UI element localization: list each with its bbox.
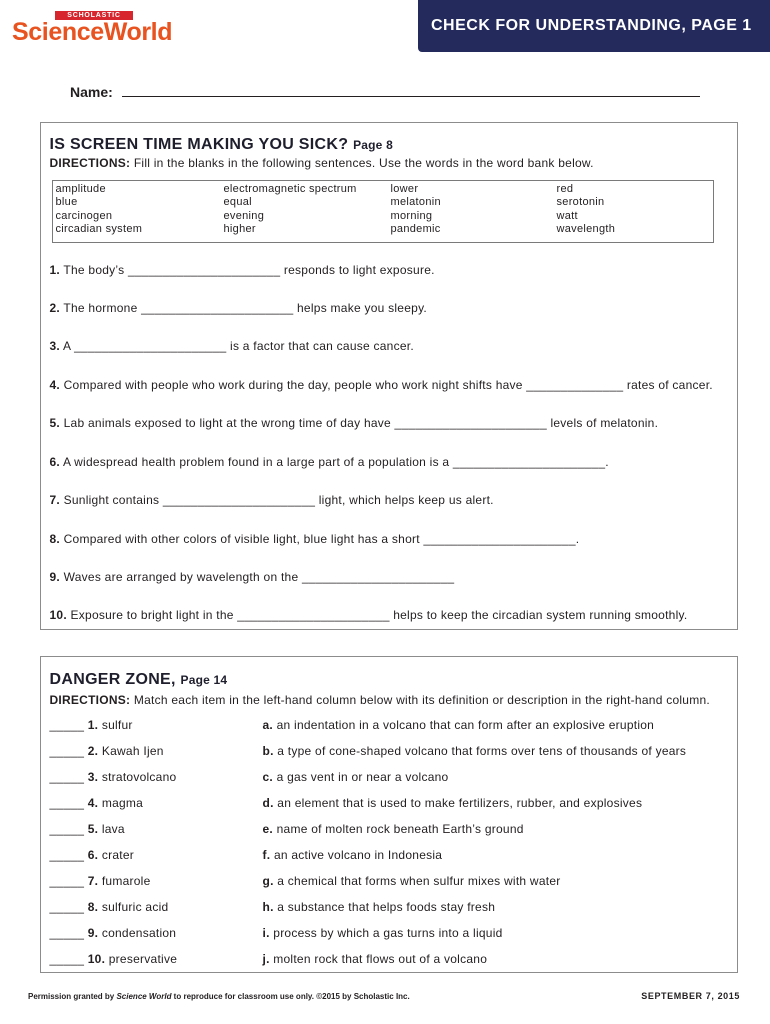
directions-text: Fill in the blanks in the following sentences. Use the words in the word bank below. — [133, 156, 594, 170]
question-number: 6. — [49, 454, 61, 469]
matching-term — [50, 873, 263, 889]
matching-row — [50, 873, 687, 889]
definition-letter: d. — [262, 795, 274, 810]
question-number: 9. — [49, 570, 61, 584]
term-text: fumarole — [101, 874, 151, 889]
matching-row — [50, 847, 687, 863]
matching-term — [50, 951, 263, 967]
term-number: 1. — [87, 717, 99, 732]
term-number: 9. — [87, 926, 99, 941]
section-title-text: IS SCREEN TIME MAKING YOU SICK? — [49, 136, 349, 153]
term-text: crater — [101, 847, 135, 862]
question-text: The body’s ______________________ responds to light exposure. — [63, 262, 435, 277]
matching-list — [50, 717, 687, 968]
matching-row — [50, 769, 687, 785]
page-banner: CHECK FOR UNDERSTANDING, PAGE 1 — [418, 0, 770, 52]
name-line — [122, 96, 700, 97]
term-number: 2. — [87, 743, 99, 758]
question — [50, 338, 713, 354]
word-bank-term: evening — [223, 209, 265, 222]
term-number: 7. — [87, 874, 99, 889]
matching-definition — [263, 873, 561, 889]
term-number: 4. — [87, 795, 99, 810]
question-number: 4. — [49, 377, 61, 392]
question — [50, 377, 713, 393]
definition-text: a type of cone-shaped volcano that forms over tens of thousands of years — [277, 743, 687, 758]
section-title — [50, 135, 393, 155]
word-bank-term: amplitude — [55, 182, 106, 195]
page-reference: Page 14 — [180, 672, 228, 687]
question-text: Waves are arranged by wavelength on the ______________________ — [63, 570, 455, 584]
word-bank-term: watt — [556, 209, 578, 222]
answer-blank: _____ — [49, 847, 85, 862]
term-text: sulfur — [101, 717, 133, 732]
question-number: 8. — [49, 531, 61, 546]
definition-text: molten rock that flows out of a volcano — [273, 952, 488, 967]
word-bank-term: blue — [55, 196, 78, 209]
matching-definition — [263, 847, 443, 863]
word-bank-term: higher — [223, 223, 256, 236]
answer-blank: _____ — [49, 821, 85, 836]
word-bank-term: serotonin — [556, 196, 605, 209]
permission-notice — [28, 991, 410, 1003]
definition-text: a chemical that forms when sulfur mixes with water — [277, 874, 561, 889]
definition-letter: h. — [262, 900, 274, 915]
definition-letter: j. — [262, 952, 270, 967]
term-text: sulfuric acid — [101, 900, 169, 915]
term-number: 3. — [87, 769, 99, 784]
matching-term — [50, 847, 263, 863]
question-number: 1. — [49, 262, 61, 277]
question-text: Sunlight contains ______________________ light, which helps keep us alert. — [63, 493, 494, 508]
scholastic-logo-badge: SCHOLASTIC — [55, 11, 133, 20]
definition-letter: b. — [262, 743, 274, 758]
permission-prefix: Permission granted by — [28, 992, 117, 1001]
word-bank-term: morning — [390, 209, 433, 222]
word-bank-column — [56, 183, 224, 242]
matching-term — [50, 769, 263, 785]
matching-term — [50, 899, 263, 915]
matching-definition — [263, 769, 449, 785]
section-danger-zone — [40, 656, 738, 973]
definition-text: an indentation in a volcano that can form after an explosive eruption — [276, 717, 655, 732]
answer-blank: _____ — [49, 874, 85, 889]
matching-term — [50, 821, 263, 837]
matching-row — [50, 899, 687, 915]
matching-definition — [263, 795, 643, 811]
word-bank — [52, 180, 714, 243]
directions-label: DIRECTIONS: — [49, 692, 131, 707]
question-text: Lab animals exposed to light at the wrong time of day have ______________________ levels of melatonin. — [63, 416, 659, 431]
question-text: The hormone ______________________ helps make you sleepy. — [63, 300, 428, 315]
definition-text: name of molten rock beneath Earth’s ground — [276, 821, 524, 836]
term-text: stratovolcano — [101, 769, 177, 784]
matching-term — [50, 795, 263, 811]
matching-definition — [263, 717, 655, 733]
question-number: 2. — [49, 300, 61, 315]
matching-definition — [263, 925, 503, 941]
term-text: Kawah Ijen — [101, 743, 164, 758]
definition-letter: g. — [262, 874, 274, 889]
term-number: 5. — [87, 821, 99, 836]
definition-text: process by which a gas turns into a liquid — [273, 926, 503, 941]
term-text: magma — [101, 795, 144, 810]
question-text: Exposure to bright light in the ______________________ helps to keep the circadian system running smoothly. — [70, 608, 688, 623]
question-text: A widespread health problem found in a large part of a population is a ______________________. — [62, 454, 609, 469]
question-number: 5. — [49, 416, 61, 431]
question — [50, 531, 713, 547]
word-bank-column — [391, 183, 557, 242]
matching-row — [50, 795, 687, 811]
question — [50, 454, 713, 470]
word-bank-term: electromagnetic spectrum — [223, 182, 357, 195]
definition-text: an active volcano in Indonesia — [273, 847, 443, 862]
term-text: preservative — [108, 952, 178, 967]
matching-row — [50, 743, 687, 759]
matching-definition — [263, 951, 488, 967]
matching-definition — [263, 821, 524, 837]
directions — [50, 156, 594, 170]
name-label: Name: — [70, 84, 113, 100]
definition-text: a substance that helps foods stay fresh — [277, 900, 496, 915]
question — [50, 415, 713, 431]
term-number: 6. — [87, 847, 99, 862]
matching-term — [50, 743, 263, 759]
permission-suffix: to reproduce for classroom use only. ©2015 by Scholastic Inc. — [171, 992, 410, 1001]
word-bank-term: carcinogen — [55, 209, 113, 222]
question-number: 3. — [49, 339, 61, 354]
answer-blank: _____ — [49, 795, 85, 810]
directions-label: DIRECTIONS: — [49, 156, 131, 170]
question-number: 7. — [49, 493, 61, 508]
word-bank-term: wavelength — [556, 223, 616, 236]
definition-letter: c. — [262, 769, 274, 784]
definition-letter: i. — [262, 926, 270, 941]
question-text: A ______________________ is a factor that can cause cancer. — [62, 339, 414, 354]
question — [50, 300, 713, 316]
word-bank-term: melatonin — [390, 196, 441, 209]
question — [50, 569, 713, 585]
word-bank-term: equal — [223, 196, 252, 209]
term-number: 8. — [87, 900, 99, 915]
definition-text: a gas vent in or near a volcano — [276, 769, 449, 784]
section-title — [50, 670, 228, 690]
word-bank-column — [557, 183, 707, 242]
term-text: lava — [101, 821, 125, 836]
answer-blank: _____ — [49, 717, 85, 732]
definition-letter: e. — [262, 821, 274, 836]
term-text: condensation — [101, 926, 177, 941]
word-bank-term: circadian system — [55, 223, 143, 236]
answer-blank: _____ — [49, 926, 85, 941]
directions — [50, 693, 710, 707]
word-bank-term: pandemic — [390, 223, 441, 236]
question-number: 10. — [49, 608, 67, 623]
answer-blank: _____ — [49, 743, 85, 758]
word-bank-column — [224, 183, 391, 242]
issue-date: SEPTEMBER 7, 2015 — [641, 991, 740, 1001]
answer-blank: _____ — [49, 769, 85, 784]
question — [50, 262, 713, 278]
section-title-text: DANGER ZONE, — [49, 670, 176, 688]
question-text: Compared with people who work during the day, people who work night shifts have ______________ rates of cancer. — [63, 377, 713, 392]
matching-definition — [263, 743, 687, 759]
question — [50, 607, 713, 623]
matching-definition — [263, 899, 496, 915]
question — [50, 492, 713, 508]
publication-name: Science World — [116, 992, 172, 1001]
matching-term — [50, 717, 263, 733]
matching-row — [50, 925, 687, 941]
word-bank-term: red — [556, 182, 574, 195]
matching-row — [50, 951, 687, 967]
directions-text: Match each item in the left-hand column below with its definition or description in the right-hand column. — [133, 692, 710, 707]
section-screen-time — [40, 122, 738, 630]
definition-text: an element that is used to make fertilizers, rubber, and explosives — [277, 795, 643, 810]
definition-letter: a. — [262, 717, 274, 732]
matching-row — [50, 717, 687, 733]
scienceworld-logo: ScienceWorld — [12, 18, 173, 46]
definition-letter: f. — [262, 847, 271, 862]
fill-in-questions — [50, 262, 713, 624]
answer-blank: _____ — [49, 952, 85, 967]
page-reference: Page 8 — [353, 138, 393, 152]
term-number: 10. — [87, 952, 106, 967]
matching-row — [50, 821, 687, 837]
matching-term — [50, 925, 263, 941]
word-bank-term: lower — [390, 182, 419, 195]
question-text: Compared with other colors of visible light, blue light has a short ______________________. — [63, 531, 580, 546]
answer-blank: _____ — [49, 900, 85, 915]
